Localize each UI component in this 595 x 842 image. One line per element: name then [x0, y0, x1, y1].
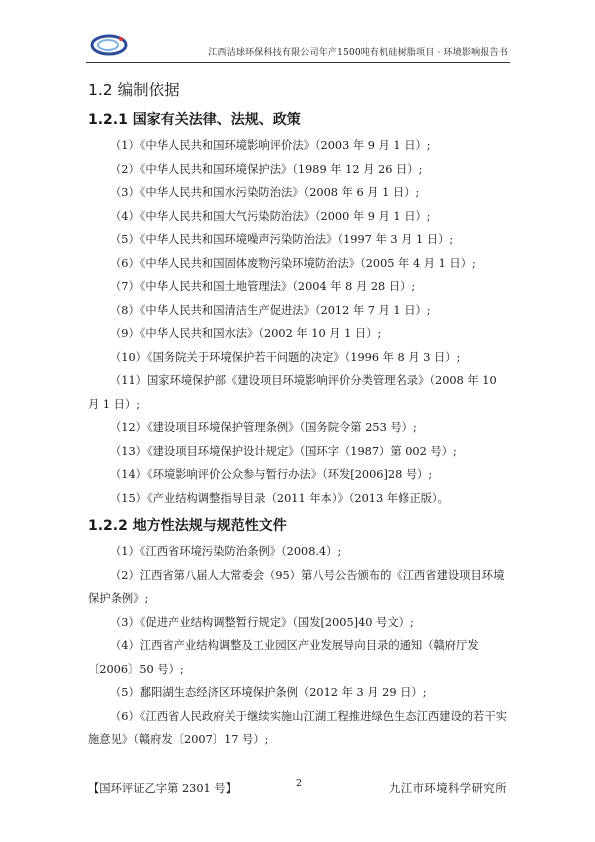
local-regulation-list [88, 540, 507, 752]
list-item: （2）江西省第八届人大常委会（95）第八号公告颁布的《江西省建设项目环境保护条例》; [88, 568, 505, 605]
list-item: （4）江西省产业结构调整及工业园区产业发展导向目录的通知（赣府厅发〔2006〕50 号）; [88, 639, 479, 676]
list-item: （4）《中华人民共和国大气污染防治法》（2000 年 9 月 1 日）; [110, 209, 431, 223]
list-item: （13）《建设项目环境保护设计规定》（国环字（1987）第 002 号）; [110, 444, 457, 458]
list-item: （5）《中华人民共和国环境噪声污染防治法》（1997 年 3 月 1 日）; [110, 233, 454, 246]
list-item: （12）《建设项目环境保护管理条例》（国务院令第 253 号）; [110, 421, 417, 434]
page-number: 2 [296, 778, 303, 789]
list-item: （8）《中华人民共和国清洁生产促进法》（2012 年 7 月 1 日）; [110, 303, 431, 317]
list-item: （6）《江西省人民政府关于继续实施山江湖工程推进绿色生态江西建设的若干实施意见》（赣府发〔2007〕17 号）; [88, 709, 507, 746]
section-title: 1.2 编制依据 [88, 81, 180, 99]
subsection-title-national: 1.2.1 国家有关法律、法规、政策 [88, 112, 301, 128]
list-item: （15）《产业结构调整指导目录（2011 年本）》（2013 年修正版）。 [110, 491, 449, 505]
list-item: （3）《中华人民共和国水污染防治法》（2008 年 6 月 1 日）; [110, 186, 420, 199]
list-item: （5）鄱阳湖生态经济区环境保护条例（2012 年 3 月 29 日）; [110, 686, 427, 699]
list-item: （2）《中华人民共和国环境保护法》（1989 年 12 月 26 日）; [110, 162, 423, 176]
company-logo-icon [90, 34, 128, 56]
list-item: （1）《中华人民共和国环境影响评价法》（2003 年 9 月 1 日）; [110, 139, 431, 152]
list-item: （6）《中华人民共和国固体废物污染环境防治法》（2005 年 4 月 1 日）; [110, 256, 476, 270]
page-header [86, 30, 510, 63]
list-item: （3）《促进产业结构调整暂行规定》（国发[2005]40 号文）; [110, 615, 414, 629]
certificate-number: 【国环评证乙字第 2301 号】 [88, 782, 237, 795]
institute-name: 九江市环境科学研究所 [389, 782, 507, 795]
header-title: 江西洁球环保科技有限公司年产1500吨有机硅树脂项目 · 环境影响报告书 [208, 48, 508, 58]
list-item: （11）国家环境保护部《建设项目环境影响评价分类管理名录》（2008 年 10 月 1 日）; [88, 374, 497, 411]
list-item: （9）《中华人民共和国水法》（2002 年 10 月 1 日）; [110, 327, 382, 340]
list-item: （10）《国务院关于环境保护若干问题的决定》（1996 年 8 月 3 日）; [110, 350, 461, 364]
national-law-list [88, 134, 507, 510]
list-item: （14）《环境影响评价公众参与暂行办法》（环发[2006]28 号）; [110, 468, 433, 481]
list-item: （7）《中华人民共和国土地管理法》（2004 年 8 月 28 日）; [110, 280, 416, 293]
subsection-title-local: 1.2.2 地方性法规与规范性文件 [88, 518, 287, 534]
list-item: （1）《江西省环境污染防治条例》（2008.4）; [110, 545, 342, 558]
